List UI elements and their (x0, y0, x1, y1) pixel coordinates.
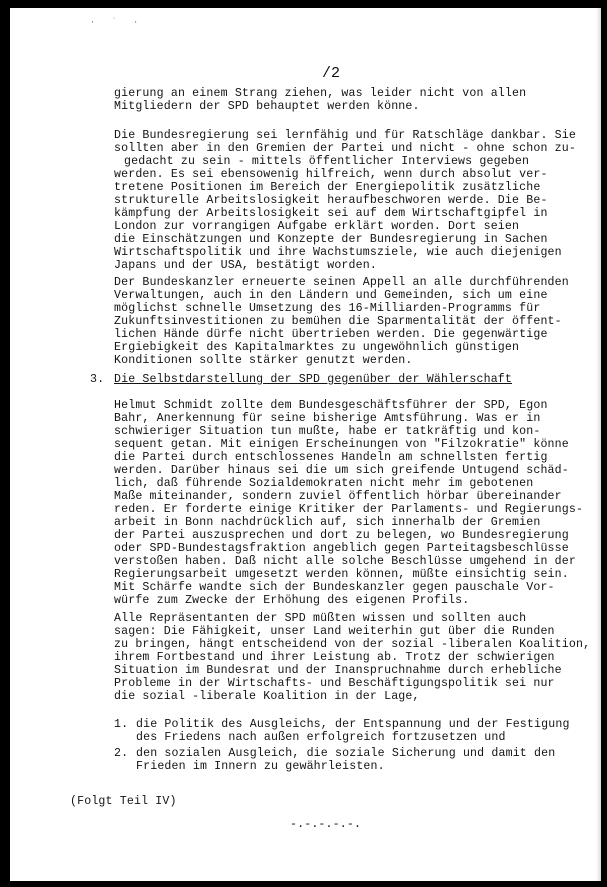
text-line: lichen Hände dürfe nicht übertrieben werden. Die gegenwärtige (114, 328, 548, 341)
list-number: 1. (114, 718, 129, 731)
text-line: Regierungsarbeit umgesetzt werden können, müßte einsichtig sein. (114, 568, 569, 581)
text-line: die sozial -liberale Koalition in der Lage, (114, 690, 420, 703)
page-number: /2 (322, 65, 341, 82)
text-line: Frieden im Innern zu gewährleisten. (136, 760, 385, 773)
text-line: werden. Darüber hinaus sei die um sich greifende Untugend schäd- (114, 464, 569, 477)
text-line: der Partei auszusprechen und dort zu belegen, wo Bundesregierung (114, 529, 569, 542)
text-line: London zur vorrangigen Aufgabe erklärt worden. Dort seien (114, 220, 520, 233)
text-line: die Politik des Ausgleichs, der Entspannung und der Festigung (136, 718, 570, 731)
text-line: reden. Er forderte einige Kritiker der Parlaments- und Regierungs- (114, 503, 584, 516)
text-line: schwieriger Situation tun mußte, habe er tatkräftig und kon- (114, 425, 541, 438)
text-line: strukturelle Arbeitslosigkeit heraufbeschworen werde. Die Be- (114, 194, 548, 207)
text-line: gierung an einem Strang ziehen, was leider nicht von allen (114, 87, 527, 100)
text-line: den sozialen Ausgleich, die soziale Sicherung und damit den (136, 747, 556, 760)
text-line: Mitgliedern der SPD behauptet werden könne. (114, 100, 420, 113)
text-line: oder SPD-Bundestagsfraktion angeblich gegen Parteitagsbeschlüsse (114, 542, 569, 555)
text-line: würfe zum Zwecke der Erhöhung des eigenen Profils. (114, 594, 470, 607)
text-line: arbeit in Bonn nachdrücklich auf, sich innerhalb der Gremien (114, 516, 541, 529)
document-page (10, 8, 601, 881)
text-line: Der Bundeskanzler erneuerte seinen Appell an alle durchführenden (114, 276, 569, 289)
text-line: zu bringen, hängt entscheidend von der sozial -liberalen Koalition, (114, 638, 591, 651)
text-line: Probleme in der Wirtschafts- und Beschäftigungspolitik sei nur (114, 677, 555, 690)
text-line: Verwaltungen, auch in den Ländern und Gemeinden, sich um eine (114, 289, 548, 302)
text-line: des Friedens nach außen erfolgreich fortzusetzen und (136, 731, 506, 744)
text-line: Maße miteinander, sondern zuviel öffentlich hörbar übereinander (114, 490, 562, 503)
text-line: verstoßen haben. Daß nicht alle solche Beschlüsse umgehend in der (114, 555, 576, 568)
text-line: die Partei durch entschlossenes Handeln am schnellsten fertig (114, 451, 548, 464)
text-line: die Einschätzungen und Konzepte der Bundesregierung in Sachen (114, 233, 548, 246)
text-line: tretene Positionen im Bereich der Energiepolitik zusätzliche (114, 181, 541, 194)
text-line: sollten aber in den Gremien der Partei und nicht - ohne schon zu- (114, 142, 576, 155)
text-line: möglichst schnelle Umsetzung des 16-Milliarden-Programms für (114, 302, 541, 315)
text-line: sagen: Die Fähigkeit, unser Land weiterhin gut über die Runden (114, 625, 555, 638)
text-line: lich, daß führende Sozialdemokraten nicht mehr im gebotenen (114, 477, 534, 490)
section-number: 3. (90, 373, 105, 386)
list-number: 2. (114, 747, 129, 760)
text-line: Zukunftsinvestitionen zu bemühen die Sparmentalität der öffent- (114, 315, 562, 328)
text-line: Wirtschaftspolitik und ihre Wachstumsziele, wie auch diejenigen (114, 246, 562, 259)
scan-edge (596, 8, 601, 881)
text-line: Konditionen sollte stärker genutzt werden. (114, 354, 413, 367)
text-line: Bahr, Anerkennung für seine bisherige Amtsführung. Was er in (114, 412, 541, 425)
section-heading: Die Selbstdarstellung der SPD gegenüber der Wählerschaft (114, 373, 513, 386)
text-line: Helmut Schmidt zollte dem Bundesgeschäftsführer der SPD, Egon (114, 399, 548, 412)
text-line: Japans und der USA, bestätigt worden. (114, 259, 377, 272)
continuation-note: (Folgt Teil IV) (70, 795, 177, 808)
text-line: kämpfung der Arbeitslosigkeit sei auf dem Wirtschaftgipfel in (114, 207, 548, 220)
text-line: Situation im Bundesrat und der Inanspruchnahme durch erhebliche (114, 664, 562, 677)
text-line: ihrem Fortbestand und ihrer Leistung ab. Trotz der schwierigen (114, 651, 555, 664)
text-line: Die Bundesregierung sei lernfähig und für Ratschläge dankbar. Sie (114, 129, 576, 142)
text-line: Ergiebigkeit des Kapitalmarktes zu ungewöhnlich günstigen (114, 341, 520, 354)
text-line: werden. Es sei ebensowenig hilfreich, wenn durch absolut ver- (114, 168, 548, 181)
text-line: Alle Repräsentanten der SPD müßten wissen und sollten auch (114, 612, 527, 625)
text-line: Mit Schärfe wandte sich der Bundeskanzler gegen pauschale Vor- (114, 581, 555, 594)
text-line: sequent getan. Mit einigen Erscheinungen von "Filzokratie" könne (114, 438, 569, 451)
text-line: gedacht zu sein - mittels öffentlicher Interviews gegeben (124, 155, 530, 168)
end-marker: -.-.-.-.-. (290, 818, 362, 831)
scan-marks: · ˙ · (90, 18, 145, 27)
